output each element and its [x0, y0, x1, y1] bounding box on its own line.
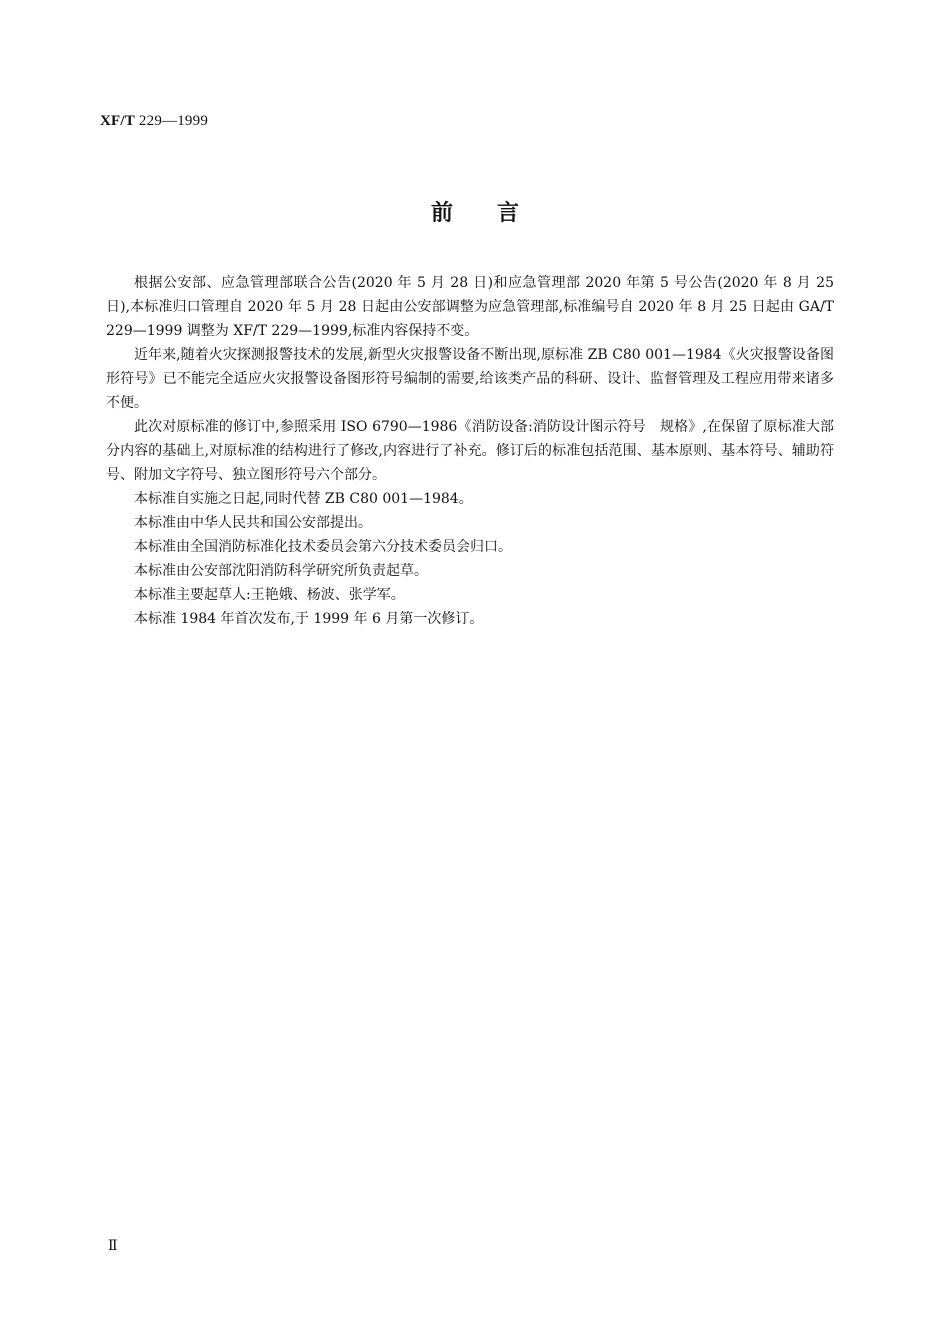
paragraph: 本标准由中华人民共和国公安部提出。: [134, 515, 372, 531]
standard-code-number: 229—1999: [134, 113, 209, 129]
paragraph: 本标准主要起草人:王艳娥、杨波、张学军。: [134, 587, 405, 603]
paragraph: 本标准 1984 年首次发布,于 1999 年 6 月第一次修订。: [134, 611, 484, 627]
paragraph: 本标准自实施之日起,同时代替 ZB C80 001—1984。: [134, 491, 473, 507]
standard-code: [100, 113, 208, 130]
paragraph: 本标准由公安部沈阳消防科学研究所负责起草。: [134, 563, 428, 579]
standard-code-prefix: XF/T: [100, 113, 135, 129]
paragraph: 近年来,随着火灾探测报警技术的发展,新型火灾报警设备不断出现,原标准 ZB C80 001—1984《火灾报警设备图形符号》已不能完全适应火灾报警设备图形符号编制的需要,给该类产品的科研、设计、监督管理及工程应用带来诸多不便。: [106, 347, 834, 411]
paragraph: 根据公安部、应急管理部联合公告(2020 年 5 月 28 日)和应急管理部 2020 年第 5 号公告(2020 年 8 月 25 日),本标准归口管理自 2020 年 5 月 28 日起由公安部调整为应急管理部,标准编号自 2020 年 8 月 25 日起由 GA/T 229—1999 调整为 XF/T 229—1999,标准内容保持不变。: [106, 275, 834, 339]
foreword-body: [106, 271, 834, 631]
paragraph: 此次对原标准的修订中,参照采用 ISO 6790—1986《消防设备:消防设计图示符号 规格》,在保留了原标准大部分内容的基础上,对原标准的结构进行了修改,内容进行了补充。修订后的标准包括范围、基本原则、基本符号、辅助符号、附加文字符号、独立图形符号六个部分。: [106, 419, 834, 483]
page-title: 前言: [430, 201, 563, 226]
page-number: Ⅱ: [108, 1239, 118, 1254]
paragraph: 本标准由全国消防标准化技术委员会第六分技术委员会归口。: [134, 539, 512, 555]
